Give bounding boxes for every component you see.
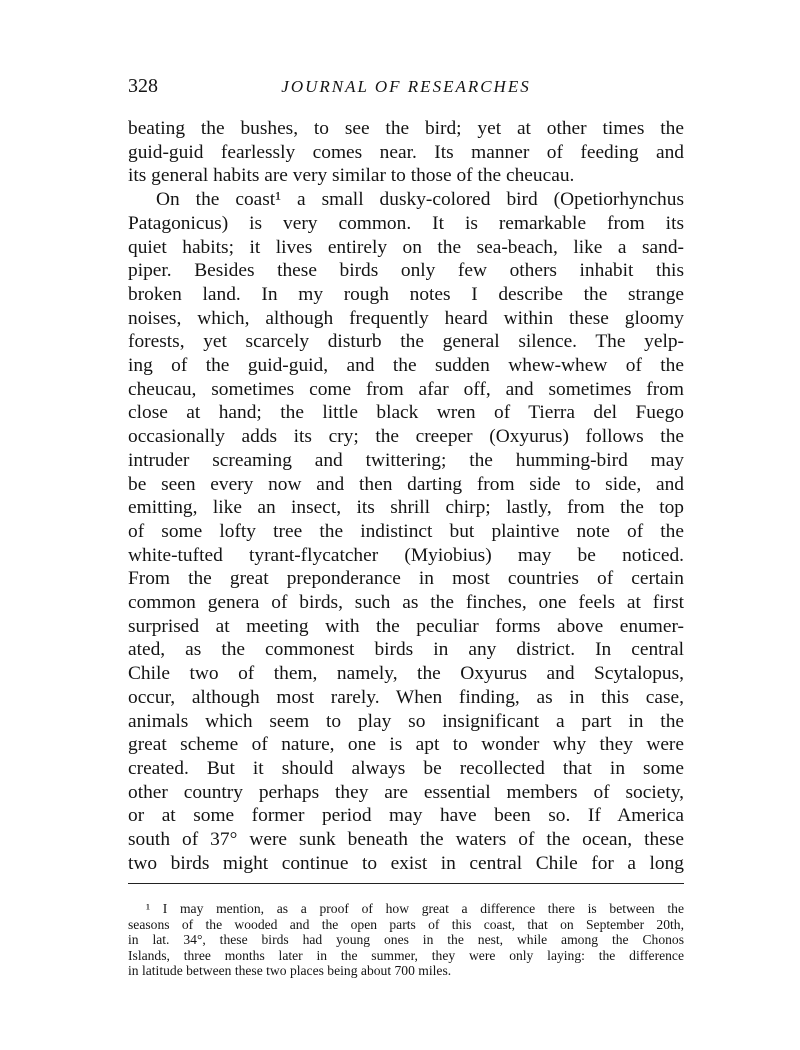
text-line: occasionally adds its cry; the creeper (Oxyurus) follows the — [128, 426, 684, 448]
text-line: two birds might continue to exist in central Chile for a long — [128, 852, 684, 874]
text-line: noises, which, although frequently heard within these gloomy — [128, 307, 684, 329]
text-line: great scheme of nature, one is apt to wonder why they were — [128, 734, 684, 756]
text-line: ing of the guid-guid, and the sudden whew-whew of the — [128, 355, 684, 377]
footnote-line: in latitude between these two places being about 700 miles. — [128, 963, 452, 979]
text-line: On the coast¹ a small dusky-colored bird (Opetiorhynchus — [156, 189, 684, 211]
footnote-line: in lat. 34°, these birds had young ones in the nest, while among the Chonos — [128, 932, 684, 948]
text-line: ated, as the commonest birds in any district. In central — [128, 639, 684, 661]
text-line: From the great preponderance in most countries of certain — [128, 568, 684, 590]
footnote-divider — [128, 883, 684, 884]
footnote-line: seasons of the wooded and the open parts of this coast, that on September 20th, — [128, 916, 684, 932]
text-line: cheucau, sometimes come from afar off, and sometimes from — [128, 378, 684, 400]
text-line: other country perhaps they are essential members of society, — [128, 781, 684, 803]
text-line: quiet habits; it lives entirely on the sea-beach, like a sand- — [128, 236, 684, 258]
text-line: or at some former period may have been so. If America — [128, 805, 684, 827]
text-line: south of 37° were sunk beneath the waters of the ocean, these — [128, 829, 684, 851]
footnote — [128, 901, 684, 979]
footnote-line: Islands, three months later in the summer, they were only laying: the difference — [128, 947, 684, 963]
text-line: its general habits are very similar to those of the cheucau. — [128, 165, 575, 187]
running-title: JOURNAL OF RESEARCHES — [281, 77, 531, 96]
text-line: occur, although most rarely. When finding, as in this case, — [128, 686, 684, 708]
text-line: intruder screaming and twittering; the humming-bird may — [128, 449, 684, 471]
text-line: forests, yet scarcely disturb the general silence. The yelp- — [128, 331, 684, 353]
text-line: animals which seem to play so insignificant a part in the — [128, 710, 684, 732]
text-line: common genera of birds, such as the finches, one feels at first — [128, 592, 684, 614]
page-number: 328 — [128, 75, 158, 97]
text-line: guid-guid fearlessly comes near. Its manner of feeding and — [128, 141, 684, 163]
text-line: emitting, like an insect, its shrill chirp; lastly, from the top — [128, 497, 684, 519]
body-text — [128, 117, 684, 876]
text-line: created. But it should always be recollected that in some — [128, 757, 684, 779]
text-line: white-tufted tyrant-flycatcher (Myiobius) may be noticed. — [128, 544, 684, 566]
text-line: of some lofty tree the indistinct but plaintive note of the — [128, 520, 684, 542]
text-line: piper. Besides these birds only few others inhabit this — [128, 260, 684, 282]
text-line: broken land. In my rough notes I describe the strange — [128, 283, 684, 305]
text-line: Chile two of them, namely, the Oxyurus and Scytalopus, — [128, 663, 684, 685]
footnote-line: ¹ I may mention, as a proof of how great a difference there is between the — [146, 901, 684, 916]
text-line: close at hand; the little black wren of Tierra del Fuego — [128, 402, 684, 424]
running-head — [128, 75, 684, 101]
text-line: Patagonicus) is very common. It is remarkable from its — [128, 212, 684, 234]
text-line: surprised at meeting with the peculiar forms above enumer- — [128, 615, 684, 637]
text-line: be seen every now and then darting from side to side, and — [128, 473, 684, 495]
text-line: beating the bushes, to see the bird; yet at other times the — [128, 118, 684, 139]
